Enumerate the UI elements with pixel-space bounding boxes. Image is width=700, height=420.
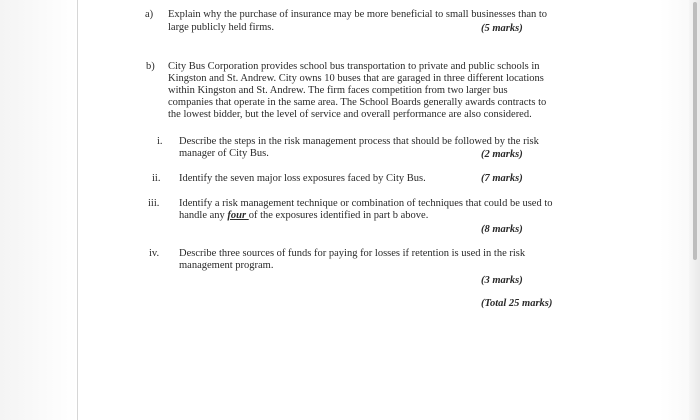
question-a-label: a) bbox=[145, 9, 154, 20]
question-b-label: b) bbox=[146, 61, 155, 72]
subquestion-iii-line-2-pre: handle any bbox=[179, 210, 228, 221]
subquestion-iii-marks: (8 marks) bbox=[481, 224, 523, 235]
subquestion-i-line-2: manager of City Bus. bbox=[179, 148, 269, 159]
subquestion-ii-label: ii. bbox=[152, 173, 161, 184]
subquestion-ii-marks: (7 marks) bbox=[481, 173, 523, 184]
page-margin-line bbox=[77, 0, 78, 420]
question-b-line-5: the lowest bidder, but the level of service and overall performance are also considered. bbox=[168, 109, 532, 120]
subquestion-iii-label: iii. bbox=[148, 198, 160, 209]
subquestion-iii-line-2-post: of the exposures identified in part b above. bbox=[248, 210, 429, 221]
question-a-line-2: large publicly held firms. bbox=[168, 22, 274, 33]
subquestion-ii-line-1: Identify the seven major loss exposures faced by City Bus. bbox=[179, 173, 426, 184]
question-a-line-1: Explain why the purchase of insurance may be more beneficial to small businesses than to bbox=[168, 9, 548, 20]
question-b-line-1: City Bus Corporation provides school bus transportation to private and public schools in bbox=[168, 61, 540, 72]
question-b-line-2: Kingston and St. Andrew. City owns 10 buses that are garaged in three different locations bbox=[168, 73, 544, 84]
subquestion-iii-line-1: Identify a risk management technique or combination of techniques that could be used to bbox=[179, 198, 553, 209]
subquestion-i-line-1: Describe the steps in the risk management process that should be followed by the risk bbox=[179, 136, 539, 147]
scrollbar-thumb[interactable] bbox=[693, 2, 697, 260]
question-b-line-4: companies that operate in the same area. The School Boards generally awards contracts to bbox=[168, 97, 547, 108]
subquestion-i-label: i. bbox=[157, 136, 163, 147]
subquestion-iii-emphasis: four bbox=[227, 210, 249, 221]
question-b-line-3: within Kingston and St. Andrew. The firm faces competition from two larger bus bbox=[168, 85, 508, 96]
subquestion-iv-label: iv. bbox=[149, 248, 160, 259]
question-a-marks: (5 marks) bbox=[481, 23, 523, 34]
subquestion-iv-marks: (3 marks) bbox=[481, 275, 523, 286]
total-marks: (Total 25 marks) bbox=[481, 298, 553, 309]
subquestion-iii-line-2 bbox=[179, 210, 428, 223]
subquestion-iv-line-1: Describe three sources of funds for paying for losses if retention is used in the risk bbox=[179, 248, 526, 259]
subquestion-i-marks: (2 marks) bbox=[481, 149, 523, 160]
subquestion-iv-line-2: management program. bbox=[179, 260, 274, 271]
